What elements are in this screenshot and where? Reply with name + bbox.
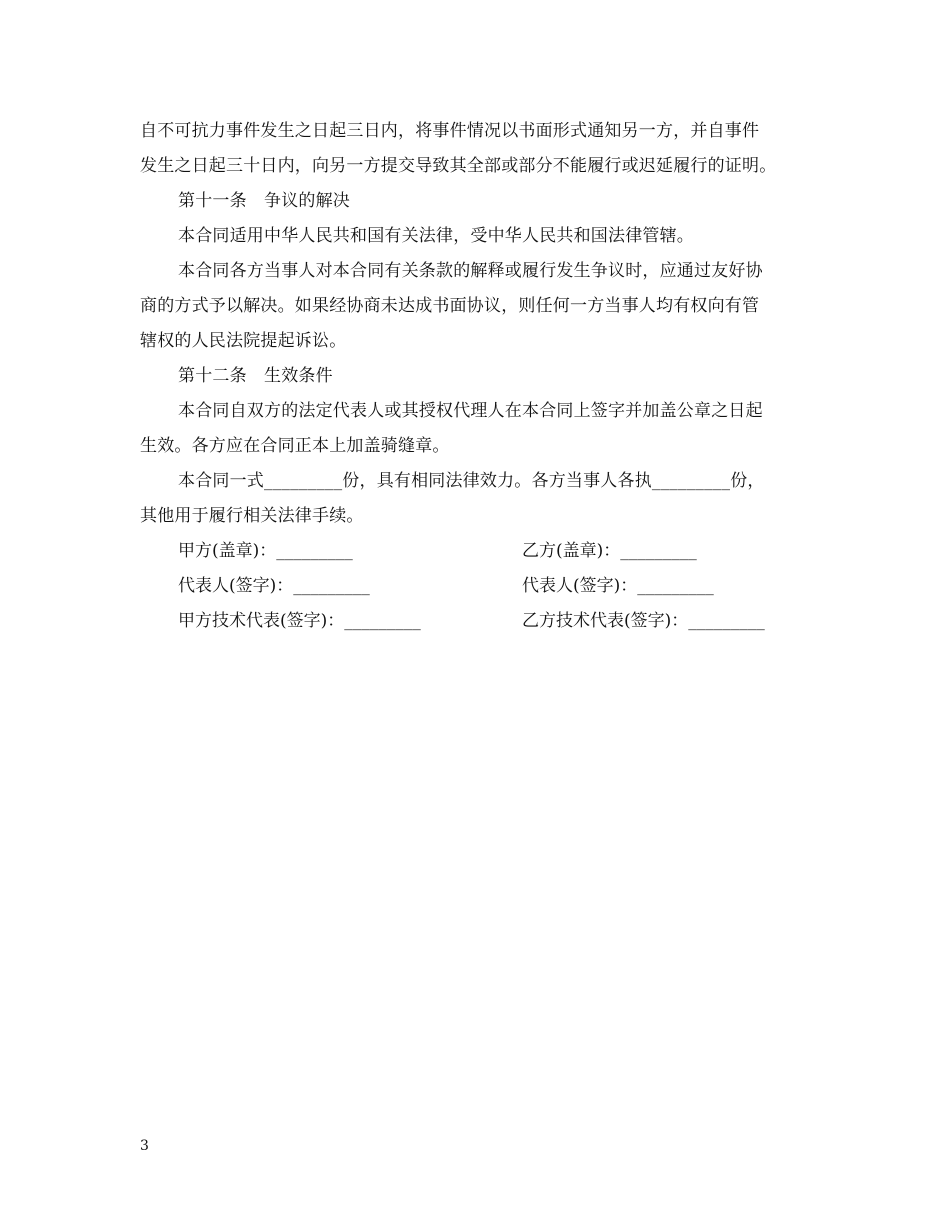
paragraph-line: 本合同适用中华人民共和国有关法律，受中华人民共和国法律管辖。 — [178, 226, 694, 246]
paragraph-line: 辖权的人民法院提起诉讼。 — [140, 331, 347, 351]
party-a-seal-field: 甲方(盖章)：_________ — [178, 541, 353, 561]
paragraph-line: 本合同各方当事人对本合同有关条款的解释或履行发生争议时，应通过友好协 — [178, 261, 763, 281]
paragraph-line: 发生之日起三十日内，向另一方提交导致其全部或部分不能履行或迟延履行的证明。 — [140, 156, 777, 176]
section-heading: 第十二条 生效条件 — [178, 366, 333, 386]
party-a-representative-field: 代表人(签字)：_________ — [178, 576, 370, 596]
paragraph-line: 生效。各方应在合同正本上加盖骑缝章。 — [140, 436, 450, 456]
paragraph-line: 其他用于履行相关法律手续。 — [140, 506, 364, 526]
party-a-technical-representative-field: 甲方技术代表(签字)：_________ — [178, 611, 421, 631]
paragraph-line: 本合同一式_________份，具有相同法律效力。各方当事人各执_________份， — [178, 471, 765, 491]
section-heading: 第十一条 争议的解决 — [178, 191, 350, 211]
paragraph-line: 商的方式予以解决。如果经协商未达成书面协议，则任何一方当事人均有权向有管 — [140, 296, 760, 316]
page-number: 3 — [140, 1138, 149, 1154]
paragraph-line: 自不可抗力事件发生之日起三日内，将事件情况以书面形式通知另一方，并自事件 — [140, 121, 760, 141]
party-b-representative-field: 代表人(签字)：_________ — [522, 576, 714, 596]
party-b-seal-field: 乙方(盖章)：_________ — [522, 541, 697, 561]
paragraph-line: 本合同自双方的法定代表人或其授权代理人在本合同上签字并加盖公章之日起 — [178, 401, 763, 421]
party-b-technical-representative-field: 乙方技术代表(签字)：_________ — [522, 611, 765, 631]
